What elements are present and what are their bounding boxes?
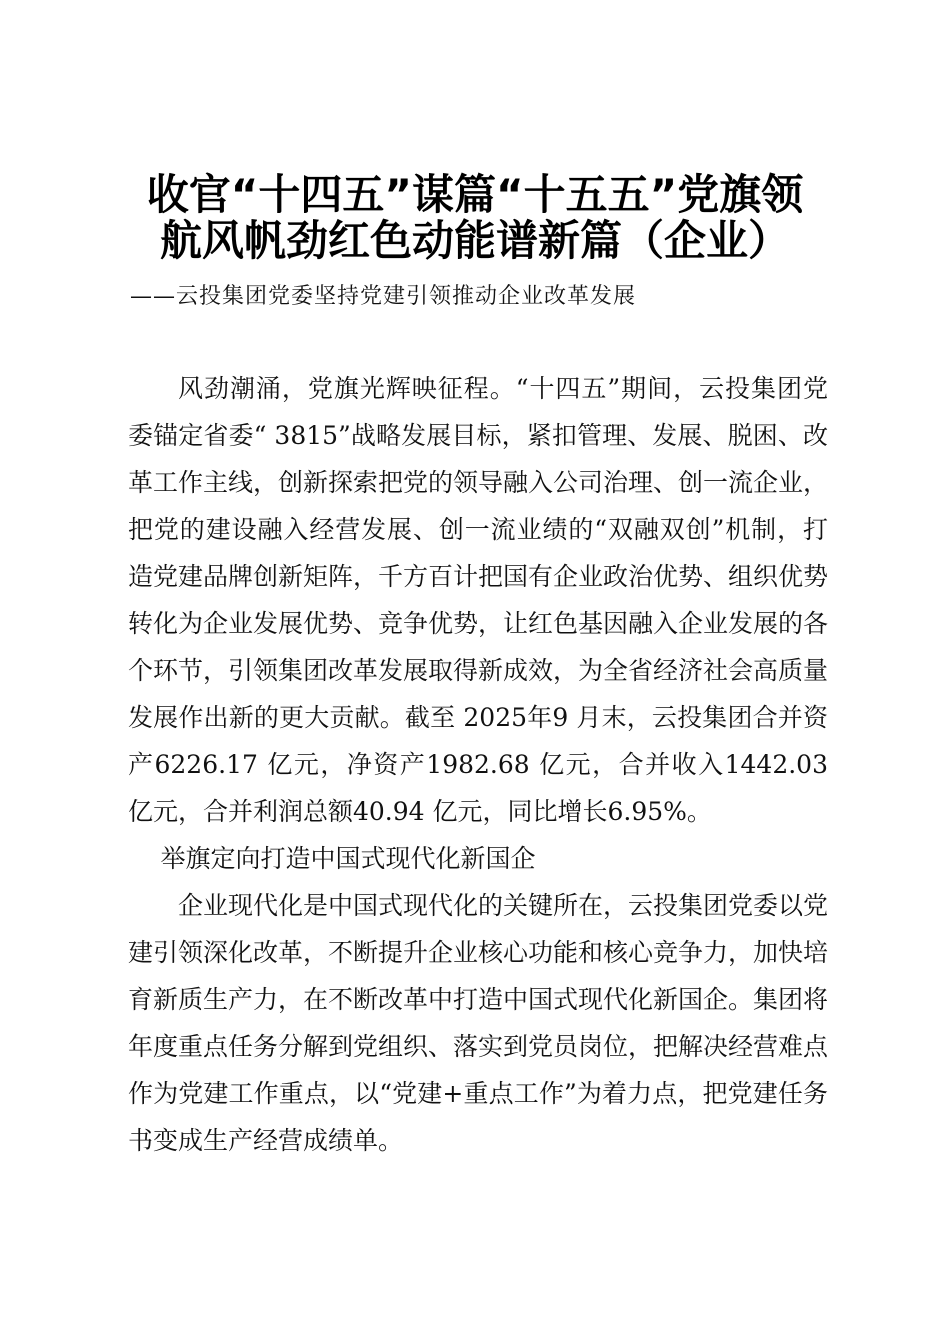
document-title-line-2: 航风帆劲红色动能谱新篇（企业） <box>159 216 790 265</box>
paragraph-section-1: 企业现代化是中国式现代化的关键所在，云投集团党委以党建引领深化改革，不断提升企业核心功能和核心竞争力，加快培育新质生产力，在不断改革中打造中国式现代化新国企。集团将年度重点任务分解到党组织、落实到党员岗位，把解决经营难点作为党建工作重点，以“党建+重点工作”为着力点，把党建任务书变成生产经营成绩单。 <box>128 891 829 1155</box>
document-title-line-1: 收官“十四五”谋篇“十五五”党旗领 <box>146 170 804 219</box>
document-body <box>128 365 828 1164</box>
document-subtitle: ——云投集团党委坚持党建引领推动企业改革发展 <box>130 284 637 309</box>
section-heading: 举旗定向打造中国式现代化新国企 <box>160 844 536 873</box>
paragraph-intro: 风劲潮涌，党旗光辉映征程。“十四五”期间，云投集团党委锚定省委“ 3815”战略发展目标，紧扣管理、发展、脱困、改革工作主线，创新探索把党的领导融入公司治理、创一流企业，把党的建设融入经营发展、创一流业绩的“双融双创”机制，打造党建品牌创新矩阵，千方百计把国有企业政治优势、组织优势转化为企业发展优势、竞争优势，让红色基因融入企业发展的各个环节，引领集团改革发展取得新成效，为全省经济社会高质量发展作出新的更大贡献。截至 2025年9 月末，云投集团合并资产6226.17 亿元，净资产1982.68 亿元，合并收入1442.03 亿元，合并利润总额40.94 亿元，同比增长6.95%。 <box>128 374 829 826</box>
